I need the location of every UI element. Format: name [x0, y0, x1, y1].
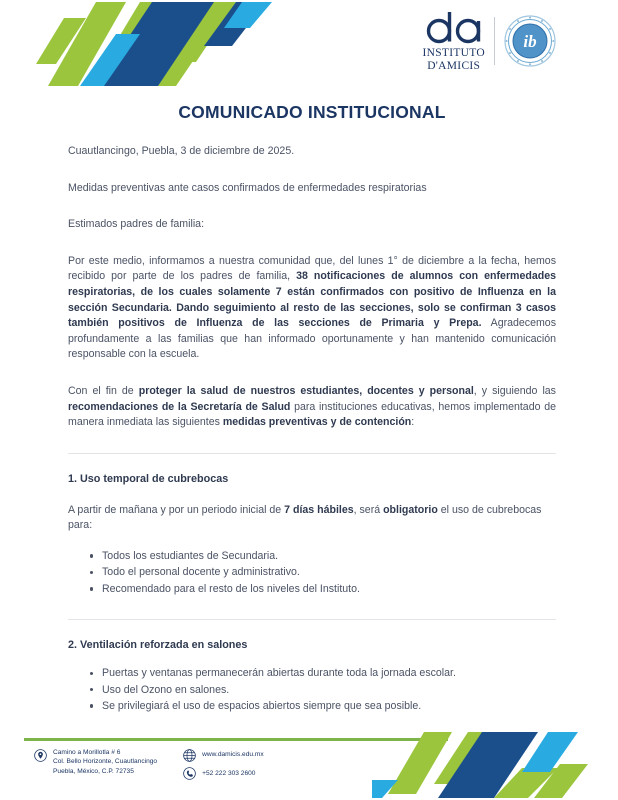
para2-part1: Con el fin de [68, 384, 139, 397]
para1-part1: Por este medio, informamos a nuestra comunidad que, del lunes 1° de diciembre a la fecha, hemos recibido por parte de los padres de familia, [68, 254, 556, 283]
footer-phone-row[interactable] [183, 767, 264, 781]
institute-name-line2: D'AMICIS [427, 59, 481, 72]
da-monogram-icon [423, 10, 485, 44]
sec1-bold1: 7 días hábiles [284, 503, 354, 516]
para2-part4: : [411, 416, 415, 429]
globe-icon [183, 749, 196, 762]
section-1-intro [68, 503, 556, 534]
para2-bold2: recomendaciones de la Secretaría de Salud [68, 400, 291, 413]
footer-address-block [34, 748, 157, 776]
list-item: Uso del Ozono en salones. [102, 682, 556, 698]
footer-decorative-stripes [372, 728, 618, 800]
page-title: COMUNICADO INSTITUCIONAL [178, 102, 446, 122]
paragraph-situation [68, 254, 556, 363]
salutation: Estimados padres de familia: [68, 218, 205, 231]
para2-bold3: medidas preventivas y de contención [222, 416, 412, 429]
location-pin-icon [34, 749, 47, 762]
para1-part2: Agradecemos profundamente a las familias que han informado oportunamente y han mantenido comunicación responsable con la escuela. [68, 317, 556, 361]
sec1-part1: A partir de mañana y por un periodo inicial de [68, 503, 285, 516]
footer-address-lines [53, 748, 157, 776]
list-item: Todo el personal docente y administrativo. [102, 564, 556, 580]
document-body [0, 88, 618, 728]
subject-line: Medidas preventivas ante casos confirmados de enfermedades respiratorias [68, 181, 427, 194]
institute-name [422, 47, 485, 73]
sec1-bold2: obligatorio [383, 503, 438, 516]
institute-name-line1: INSTITUTO [422, 47, 485, 59]
para2-bold1: proteger la salud de nuestros estudiantes, docentes y personal [138, 384, 474, 397]
para2-part2: , y siguiendo las [473, 384, 556, 397]
ib-world-school-seal-icon [504, 15, 556, 67]
section-divider-1 [68, 453, 556, 454]
brand-divider [494, 17, 495, 65]
section-1-bullet-list [68, 548, 556, 597]
paragraph-measures-intro [68, 384, 556, 431]
phone-icon [183, 767, 196, 780]
para1-bold1: 38 notificaciones de alumnos con enfermedades respiratorias, de los cuales solamente 7 están confirmados con positivo de Influenza en la sección Secundaria. Dando seguimiento al resto de las secciones, solo se confirman 3 casos también positivos de Influenza de las secciones de Primaria y Prepa. [68, 270, 556, 330]
section-2-bullet-list [68, 665, 556, 714]
list-item: Puertas y ventanas permanecerán abiertas durante toda la jornada escolar. [102, 665, 556, 681]
list-item: Recomendado para el resto de los niveles del Instituto. [102, 581, 556, 597]
damicis-logo [422, 10, 485, 73]
footer-address-line2: Col. Bello Horizonte, Cuautlancingo [53, 758, 158, 766]
section-divider-2 [68, 619, 556, 620]
section-title-2: 2. Ventilación reforzada en salones [68, 639, 248, 652]
brand-block [422, 10, 556, 73]
footer-links-block [183, 748, 264, 780]
page-header [0, 0, 618, 88]
dateline: Cuautlancingo, Puebla, 3 de diciembre de 2025. [68, 145, 295, 157]
footer-phone-text: +52 222 303 2600 [202, 769, 256, 777]
para2-part3: para instituciones educativas, hemos implementado de manera inmediata las siguientes [68, 400, 556, 429]
sec1-part2: , será [353, 503, 384, 516]
footer-address-line1: Camino a Morillotla # 6 [53, 749, 121, 756]
list-item: Se privilegiará el uso de espacios abiertos siempre que sea posible. [102, 698, 556, 714]
svg-text:ib: ib [523, 32, 537, 52]
section-title-1: 1. Uso temporal de cubrebocas [68, 472, 229, 485]
header-decorative-stripes [0, 0, 300, 88]
page-footer [0, 728, 618, 800]
footer-website-text: www.damicis.edu.mx [202, 751, 264, 759]
footer-website-row[interactable] [183, 748, 264, 762]
sec1-part3: el uso de cubrebocas para: [68, 503, 542, 532]
footer-contact-info [34, 748, 264, 780]
footer-address-line3: Puebla, México, C.P. 72735 [53, 767, 134, 775]
list-item: Todos los estudiantes de Secundaria. [102, 548, 556, 564]
